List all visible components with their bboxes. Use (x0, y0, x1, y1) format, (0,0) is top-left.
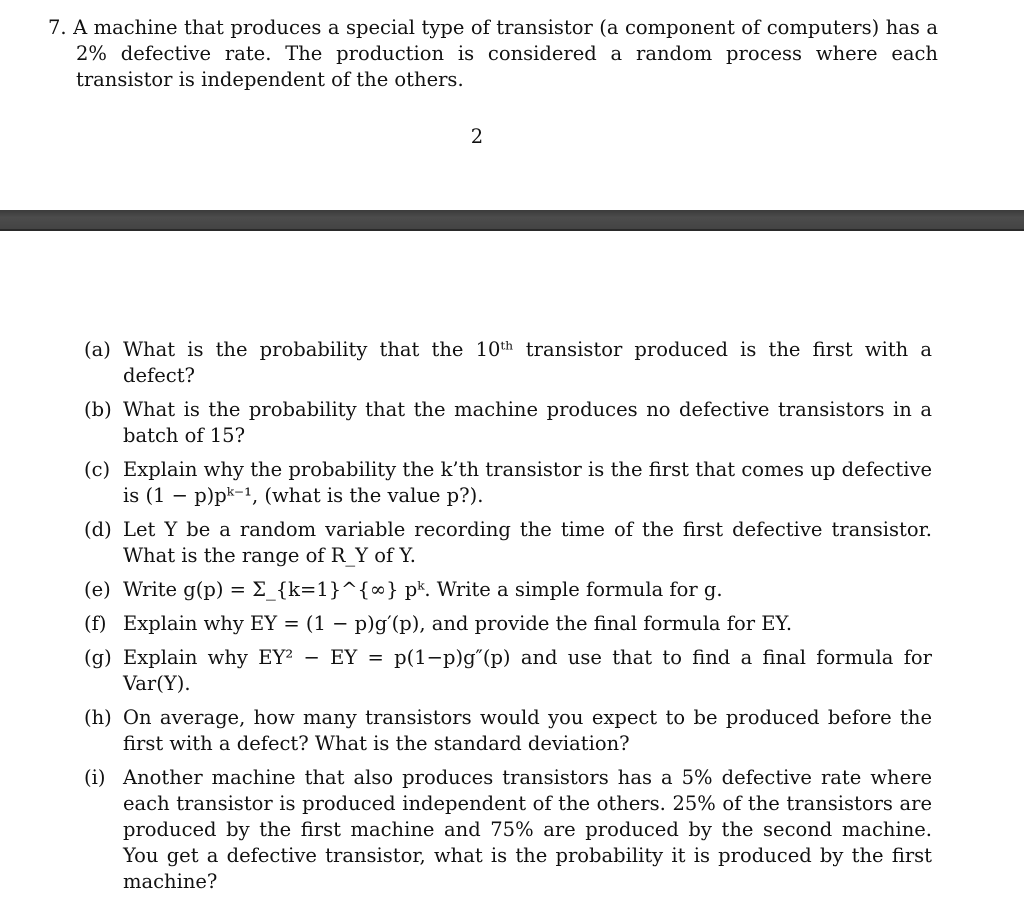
page-number: 2 (470, 125, 484, 148)
part-text: Explain why EY = (1 − p)g′(p), and provide the final formula for EY. (123, 612, 793, 635)
question-part-d (84, 517, 932, 569)
part-marker: (h) (84, 706, 112, 729)
part-marker: (c) (84, 458, 111, 481)
problem-statement: 7. A machine that produces a special type of transistor (a component of computers) has a 2% defective rate. The production is considered a random process where each transistor is independent of the others. (48, 16, 938, 91)
part-text: Let Y be a random variable recording the time of the first defective transistor. What is the range of R_Y of Y. (123, 518, 932, 567)
question-part-a (84, 337, 932, 389)
part-text: What is the probability that the machine produces no defective transistors in a batch of 15? (123, 398, 932, 447)
question-part-h (84, 705, 932, 757)
part-marker: (g) (84, 646, 112, 669)
part-text: What is the probability that the 10ᵗʰ transistor produced is the first with a defect? (123, 338, 932, 387)
question-part-b (84, 397, 932, 449)
part-text: Explain why EY² − EY = p(1−p)g″(p) and use that to find a final formula for Var(Y). (123, 646, 932, 695)
part-marker: (e) (84, 578, 111, 601)
part-marker: (i) (84, 766, 106, 789)
part-text: Explain why the probability the k’th transistor is the first that comes up defective is (1 − p)pᵏ⁻¹, (what is the value p?). (123, 458, 932, 507)
question-part-f (84, 611, 932, 637)
part-marker: (a) (84, 338, 111, 361)
part-marker: (f) (84, 612, 107, 635)
question-part-g (84, 645, 932, 697)
problem-intro (48, 15, 938, 93)
question-part-c (84, 457, 932, 509)
part-text: Write g(p) = Σ_{k=1}^{∞} pᵏ. Write a simple formula for g. (123, 578, 723, 601)
question-part-e (84, 577, 932, 603)
part-text: On average, how many transistors would you expect to be produced before the first with a defect? What is the standard deviation? (123, 706, 932, 755)
part-marker: (b) (84, 398, 112, 421)
question-part-i (84, 765, 932, 895)
question-parts-list (84, 337, 932, 903)
part-text: Another machine that also produces transistors has a 5% defective rate where each transistor is produced independent of the others. 25% of the transistors are produced by the first machine and 75% are produced by the second machine. You get a defective transistor, what is the probability it is produced by the first machine? (123, 766, 932, 893)
page-break-bar (0, 210, 1024, 231)
part-marker: (d) (84, 518, 112, 541)
